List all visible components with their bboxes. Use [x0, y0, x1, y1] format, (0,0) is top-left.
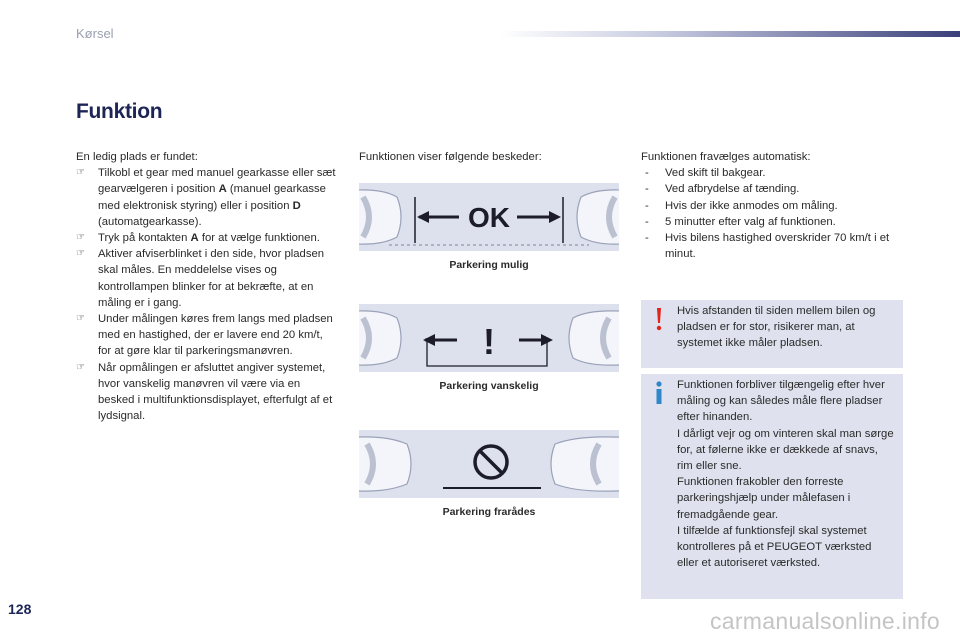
item-bold: A — [218, 183, 227, 196]
car-icon — [577, 190, 619, 244]
item-bold: A — [190, 232, 199, 245]
parking-possible-figure — [359, 183, 619, 251]
list-item — [76, 246, 338, 311]
ok-label: OK — [468, 202, 510, 233]
info-paragraph: Funktionen frakobler den forreste parkeringshjælp under målefasen i fremadgående gear. — [677, 476, 851, 521]
figure-caption: Parkering vanskelig — [439, 380, 539, 392]
item-text: (automatgearkasse). — [98, 215, 202, 228]
item-text: Under målingen køres frem langs med pladsen med en hastighed, der er lavere end 20 km/t, for at gøre klar til parkeringsmanøvren. — [98, 313, 333, 358]
car-icon — [551, 437, 619, 491]
deactivation-column — [641, 149, 903, 262]
item-text: Tilkobl et gear med manuel gearkasse eller sæt gearvælgeren i position — [98, 167, 336, 196]
instructions-intro: En ledig plads er fundet: — [76, 151, 198, 163]
messages-intro: Funktionen viser følgende beskeder: — [359, 151, 542, 163]
item-text: Ved skift til bakgear. — [665, 167, 766, 180]
list-item: - Ved afbrydelse af tænding. — [645, 183, 800, 196]
warning-text: Hvis afstanden til siden mellem bilen og pladsen er for stor, risikerer man, at systemet ikke måler pladsen. — [677, 305, 876, 350]
warning-note — [641, 300, 903, 368]
warning-label: ! — [483, 321, 495, 362]
bullet-icon: ☞ — [76, 313, 85, 325]
bullet-icon: ☞ — [76, 248, 85, 260]
list-item: - Hvis der ikke anmodes om måling. — [645, 199, 838, 212]
bullet-icon: ☞ — [76, 167, 85, 179]
list-item: - Ved skift til bakgear. — [645, 167, 766, 180]
messages-column — [359, 149, 619, 165]
page-title: Funktion — [76, 100, 163, 123]
list-item — [76, 165, 338, 230]
item-text: Hvis der ikke anmodes om måling. — [665, 199, 838, 212]
info-paragraph: I tilfælde af funktionsfejl skal systemet kontrolleres på et PEUGEOT værksted eller et autoriseret værksted. — [677, 524, 872, 570]
item-text: Tryk på kontakten — [98, 232, 191, 245]
info-icon — [647, 380, 671, 406]
list-item: - Hvis bilens hastighed overskrider 70 km/t i et minut. — [645, 232, 890, 261]
car-icon — [359, 437, 411, 491]
list-item: - 5 minutter efter valg af funktionen. — [645, 215, 836, 228]
list-item — [76, 311, 338, 360]
section-label: Kørsel — [76, 26, 114, 41]
no-entry-icon — [475, 446, 507, 478]
car-icon — [569, 311, 619, 365]
watermark: carmanualsonline.info — [709, 608, 940, 634]
figure-caption: Parkering frarådes — [442, 506, 536, 518]
car-icon — [359, 190, 401, 244]
list-item — [76, 360, 338, 425]
item-text: Når opmålingen er afsluttet angiver systemet, hvor vanskelig manøvren vil være via en besked i multifunktionsdisplayet, efterfulgt af et lydsignal. — [98, 361, 333, 423]
instructions-column — [76, 149, 338, 424]
info-note — [641, 374, 903, 599]
page-number: 128 — [8, 601, 32, 617]
item-bold: D — [292, 199, 301, 212]
info-text — [677, 377, 895, 571]
bullet-icon: ☞ — [76, 232, 85, 244]
item-text: Hvis bilens hastighed overskrider 70 km/t i et minut. — [665, 232, 890, 261]
item-text: Aktiver afviserblinket i den side, hvor pladsen skal måles. En meddelelse vises og kontrollampen blinker for at bekræfte, at en måling er i gang. — [98, 248, 325, 309]
parking-not-recommended-figure — [359, 430, 619, 498]
warning-icon — [647, 306, 671, 332]
figure-caption: Parkering mulig — [449, 259, 529, 271]
car-icon — [359, 311, 401, 365]
header-bar — [500, 31, 960, 37]
item-text: Ved afbrydelse af tænding. — [665, 183, 800, 196]
info-paragraph: Funktionen forbliver tilgængelig efter hver måling og kan således måle flere pladser efter hinanden. — [677, 379, 885, 424]
item-text: 5 minutter efter valg af funktionen. — [665, 215, 836, 228]
parking-difficult-figure — [359, 304, 619, 372]
list-item — [76, 230, 338, 246]
item-text: (manuel gearkasse med elektronisk styring) eller i position — [98, 183, 326, 212]
bullet-icon: ☞ — [76, 361, 85, 373]
info-paragraph: I dårligt vejr og om vinteren skal man sørge for, at følerne ikke er dækkede af snavs, rim eller sne. — [677, 427, 894, 473]
item-text: for at vælge funktionen. — [198, 232, 320, 245]
deactivation-intro: Funktionen fravælges automatisk: — [641, 151, 811, 163]
